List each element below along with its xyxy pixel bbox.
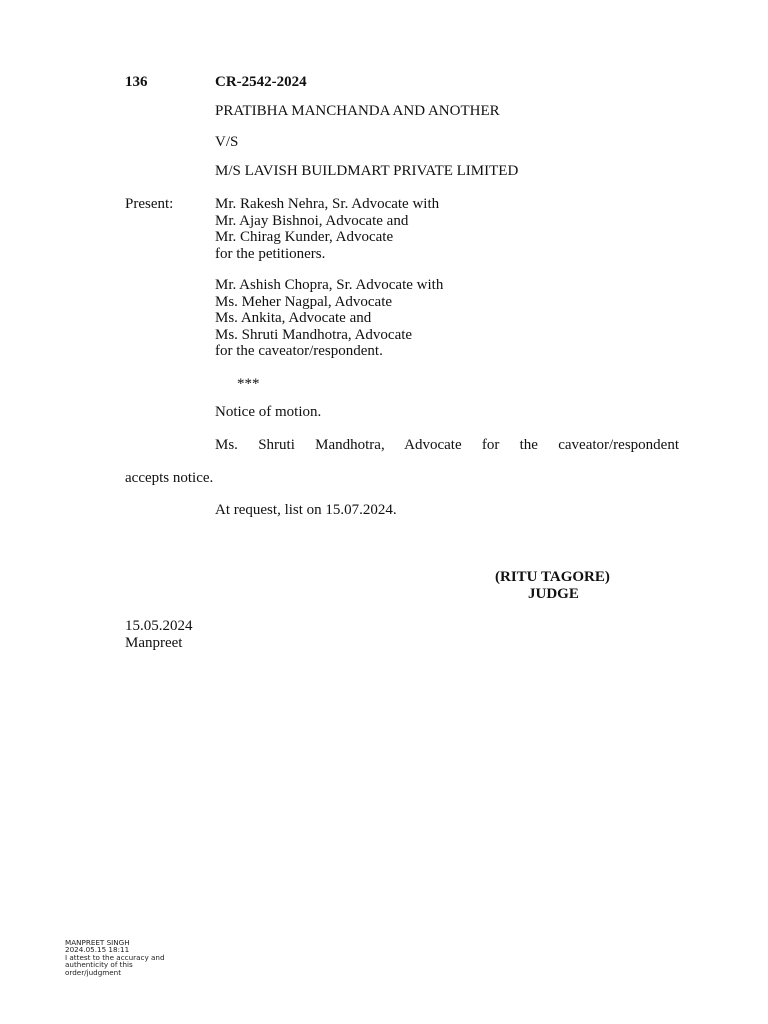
judge-signature-block [495,569,610,603]
counsel-line: Ms. Meher Nagpal, Advocate [215,293,393,310]
judge-title: JUDGE [528,586,579,602]
listing-request: At request, list on 15.07.2024. [215,502,397,518]
counsel-line: Ms. Shruti Mandhotra, Advocate [215,326,413,343]
judge-name: (RITU TAGORE) [495,569,610,585]
case-number: CR-2542-2024 [215,74,307,90]
counsel-line: Mr. Rakesh Nehra, Sr. Advocate with [215,196,440,212]
stamp-line: order/judgment [65,967,122,977]
stamp-line: authenticity of this [65,960,133,970]
stamp-line: 2024.05.15 18:11 [65,945,130,955]
accepts-notice-line-1: Ms. Shruti Mandhotra, Advocate for the caveator/respondent [215,437,679,453]
counsel-line: Mr. Chirag Kunder, Advocate [215,229,394,245]
respondent-counsel-list [215,277,443,360]
counsel-line: for the caveator/respondent. [215,343,383,359]
stamp-line: MANPREET SINGH [65,938,130,947]
counsel-line: Ms. Ankita, Advocate and [215,310,372,326]
petitioner-name: PRATIBHA MANCHANDA AND ANOTHER [215,103,500,119]
serial-number: 136 [125,74,148,90]
clerk-name: Manpreet [125,635,183,651]
section-separator: *** [237,376,260,392]
order-date: 15.05.2024 [125,618,193,634]
notice-of-motion: Notice of motion. [215,404,322,420]
present-label: Present: [125,196,174,212]
versus-label: V/S [215,134,239,150]
petitioner-counsel-list [215,196,439,262]
counsel-line: Mr. Ajay Bishnoi, Advocate and [215,212,409,229]
accepts-notice-line-2: accepts notice. [125,470,214,486]
counsel-line: Mr. Ashish Chopra, Sr. Advocate with [215,277,444,293]
stamp-line: I attest to the accuracy and [65,952,165,962]
digital-signature-stamp [65,939,165,976]
respondent-name: M/S LAVISH BUILDMART PRIVATE LIMITED [215,163,519,179]
counsel-line: for the petitioners. [215,245,326,262]
